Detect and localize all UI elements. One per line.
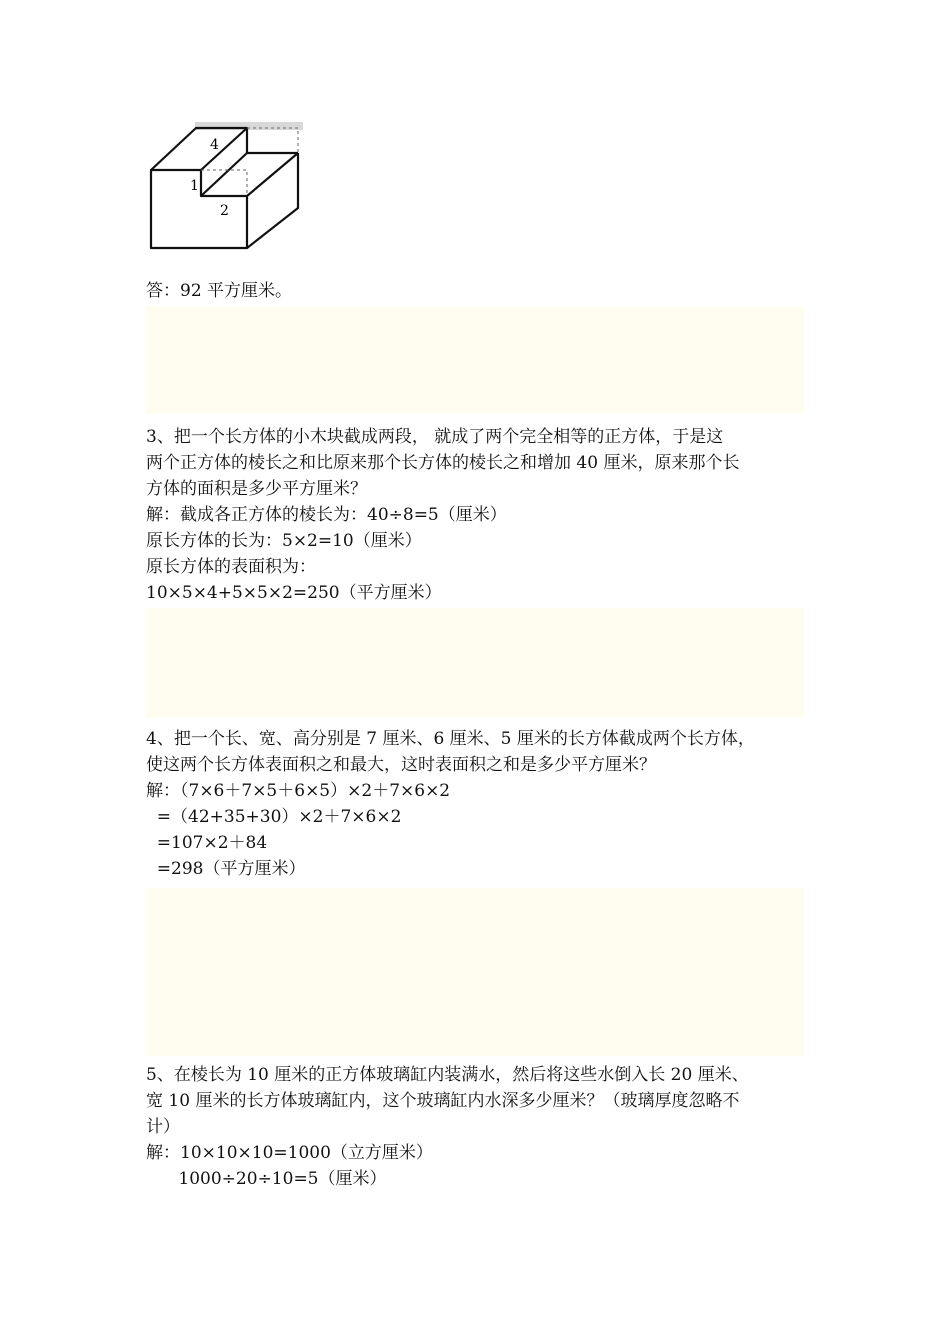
problem-4-solution-4: =298（平方厘米） <box>146 859 306 879</box>
problem-3-line-3: 方体的面积是多少平方厘米？ <box>146 479 367 499</box>
answer-space-3 <box>146 888 804 1056</box>
problem-4-solution-2: =（42+35+30）×2＋7×6×2 <box>146 807 402 827</box>
problem-4-line-1: 4、把一个长、宽、高分别是 7 厘米、6 厘米、5 厘米的长方体截成两个长方体， <box>146 729 755 749</box>
answer-2: 答：92 平方厘米。 <box>146 281 293 301</box>
right-face <box>247 153 298 248</box>
problem-5-solution-2: 1000÷20÷10=5（厘米） <box>146 1169 387 1189</box>
problem-3-solution-1: 解：截成各正方体的棱长为：40÷8=5（厘米） <box>146 505 507 525</box>
problem-5-solution-1: 解：10×10×10=1000（立方厘米） <box>146 1143 433 1163</box>
answer-space-2 <box>146 608 804 718</box>
lower-top-face <box>201 153 298 196</box>
answer-space-1 <box>146 306 804 414</box>
front-face <box>151 170 247 248</box>
problem-3-solution-2: 原长方体的长为：5×2=10（厘米） <box>146 531 422 551</box>
upper-top-face <box>151 128 247 170</box>
label-2: 2 <box>220 203 229 219</box>
problem-5-line-1: 5、在棱长为 10 厘米的正方体玻璃缸内装满水，然后将这些水倒入长 20 厘米、 <box>146 1065 749 1085</box>
problem-4-line-2: 使这两个长方体表面积之和最大，这时表面积之和是多少平方厘米？ <box>146 755 656 775</box>
problem-3-solution-4: 10×5×4+5×5×2=250（平方厘米） <box>146 583 442 603</box>
problem-3-line-2: 两个正方体的棱长之和比原来那个长方体的棱长之和增加 40 厘米，原来那个长 <box>146 453 740 473</box>
problem-4-solution-1: 解：（7×6＋7×5＋6×5）×2＋7×6×2 <box>146 781 451 801</box>
label-1: 1 <box>190 178 199 194</box>
hidden-edges <box>247 128 298 153</box>
problem-5-line-2: 宽 10 厘米的长方体玻璃缸内，这个玻璃缸内水深多少厘米？（玻璃厚度忽略不 <box>146 1091 740 1111</box>
problem-5-line-3: 计） <box>146 1117 180 1137</box>
problem-3-line-1: 3、把一个长方体的小木块截成两段， 就成了两个完全相等的正方体，于是这 <box>146 427 724 447</box>
label-4: 4 <box>210 137 219 153</box>
problem-4-solution-3: =107×2＋84 <box>146 833 268 853</box>
problem-3-solution-3: 原长方体的表面积为： <box>146 557 316 577</box>
step-solid-figure <box>140 118 310 256</box>
